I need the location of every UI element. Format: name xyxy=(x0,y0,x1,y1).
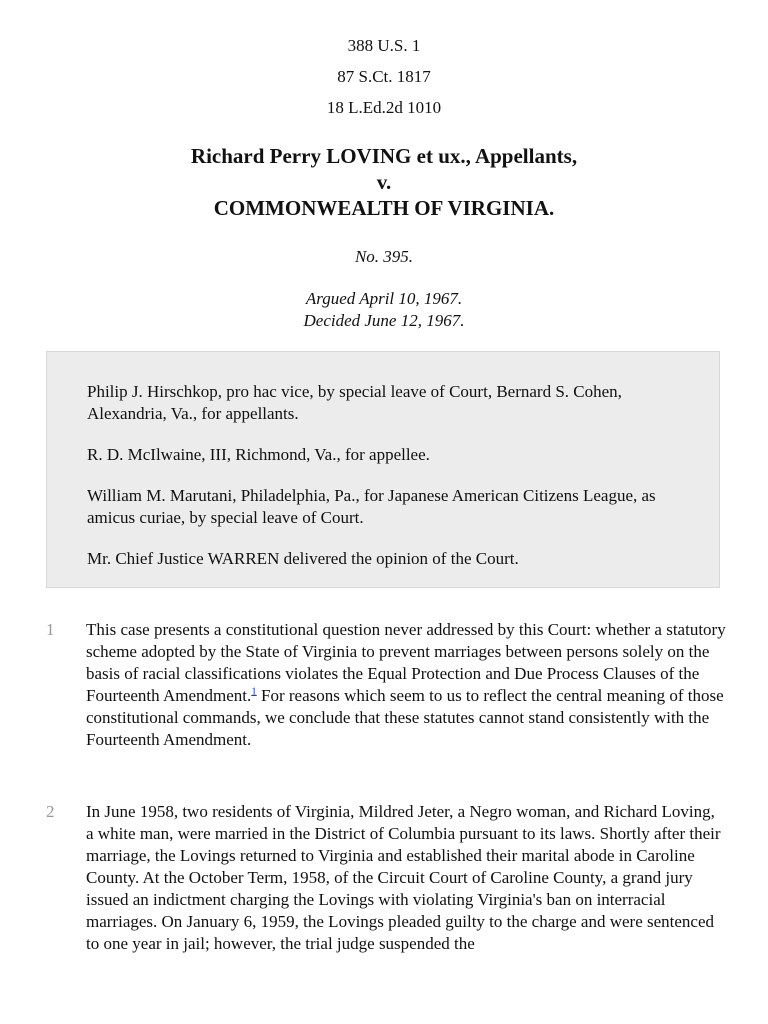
paragraph-text-part: This case presents a constitutional question never addressed by this Court: whether a statutory scheme adopted by the State of Virginia to prevent marriages between persons solely on the basis of racial classifications violates the Equal Protection and Due Process Clauses of the Fourteenth Amendment. xyxy=(86,620,726,705)
lawyers-edition-citation: 18 L.Ed.2d 1010 xyxy=(326,98,442,117)
counsel-amicus: William M. Marutani, Philadelphia, Pa., for Japanese American Citizens League, as amicus curiae, by special leave of Court. xyxy=(87,486,656,527)
supreme-court-reporter-citation: 87 S.Ct. 1817 xyxy=(337,67,431,86)
paragraph-text xyxy=(86,619,726,751)
counsel-appellants: Philip J. Hirschkop, pro hac vice, by special leave of Court, Bernard S. Cohen, Alexandria, Va., for appellants. xyxy=(87,382,622,423)
paragraph-text: In June 1958, two residents of Virginia, Mildred Jeter, a Negro woman, and Richard Loving, a white man, were married in the District of Columbia pursuant to its laws. Shortly after their marriage, the Lovings returned to Virginia and established their marital abode in Caroline County. At the October Term, 1958, of the Circuit Court of Caroline County, a grand jury issued an indictment charging the Lovings with violating Virginia's ban on interracial marriages. On January 6, 1959, the Lovings pleaded guilty to the charge and were sentenced to one year in jail; however, the trial judge suspended the xyxy=(86,802,721,953)
us-reports-citation: 388 U.S. 1 xyxy=(347,36,421,55)
footnote-link[interactable]: 1 xyxy=(251,685,257,698)
citation-block xyxy=(0,34,768,127)
opinion-author-line: Mr. Chief Justice WARREN delivered the opinion of the Court. xyxy=(87,549,519,568)
caption-appellee: COMMONWEALTH OF VIRGINIA. xyxy=(213,196,555,220)
counsel-appellee: R. D. McIlwaine, III, Richmond, Va., for appellee. xyxy=(87,445,430,464)
docket-number: No. 395. xyxy=(354,247,414,266)
paragraph-text-part: For reasons which seem to us to reflect the central meaning of those constitutional commands, we conclude that these statutes cannot stand consistently with the Fourteenth Amendment. xyxy=(86,686,724,749)
counsel-box xyxy=(46,351,720,588)
argued-date: Argued April 10, 1967. xyxy=(305,289,463,308)
case-dates xyxy=(0,288,768,332)
decided-date: Decided June 12, 1967. xyxy=(303,311,465,330)
case-caption xyxy=(0,143,768,221)
caption-versus: v. xyxy=(376,170,392,194)
caption-appellants: Richard Perry LOVING et ux., Appellants, xyxy=(190,144,578,168)
paragraph-number: 2 xyxy=(46,802,55,821)
paragraph-number: 1 xyxy=(46,620,55,639)
